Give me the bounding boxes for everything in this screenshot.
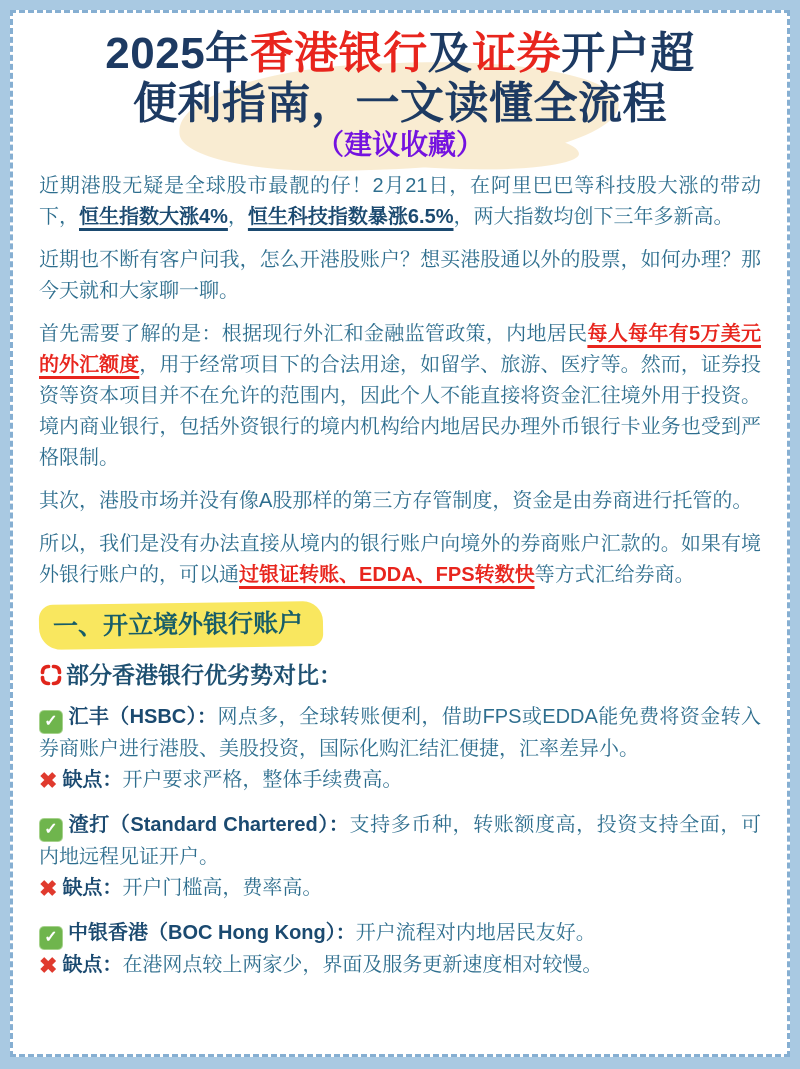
section-heading-open-account: 一、开立境外银行账户 [39, 601, 324, 650]
poster-card [10, 10, 790, 1057]
paragraph-market-rally [39, 171, 761, 233]
title-line2: 便利指南，一文读懂全流程 [133, 79, 667, 128]
emphasis-forex-quota: 每人每年有5万美元的外汇额度 [39, 323, 761, 376]
text-run: ，两大指数均创下三年多新高。 [453, 206, 734, 228]
paragraph-remittance [39, 529, 761, 591]
title-segment: 2025年 [105, 29, 250, 78]
bank-cons-text: 在港网点较上两家少，界面及服务更新速度相对较慢。 [122, 954, 603, 976]
bank-cons-line [39, 765, 761, 796]
bank-cons-text: 开户要求严格，整体手续费高。 [122, 769, 403, 791]
bank-name: 渣打（Standard Chartered）： [68, 814, 350, 836]
bank-item-hsbc [39, 702, 761, 796]
title-segment: 及 [427, 29, 473, 78]
check-icon: ✓ [39, 926, 63, 950]
title-segment: 开户超 [561, 29, 695, 78]
bank-pros-line [39, 918, 761, 950]
save-suggestion-badge: （建议收藏） [315, 129, 484, 160]
subheading-text: 部分香港银行优劣势对比： [66, 662, 342, 688]
bank-pros-text: 支持多币种，转账额度高，投资支持全面，可内地远程见证开户。 [39, 814, 762, 868]
bank-cons-line [39, 950, 761, 981]
text-run: 所以，我们是没有办法直接从境内的银行账户向境外的券商账户汇款的。如果有境外银行账户的，可以通 [39, 533, 761, 586]
bank-pros-line [39, 810, 761, 873]
title-segment-red: 证券 [472, 29, 562, 78]
check-icon: ✓ [39, 818, 63, 842]
bank-item-standard-chartered [39, 810, 761, 904]
check-icon: ✓ [39, 710, 63, 734]
text-run: ， [227, 206, 248, 228]
text-run: ，用于经常项目下的合法用途，如留学、旅游、医疗等。然而，证券投资等资本项目并不在允许的范围内，因此个人不能直接将资金汇往境外用于投资。境内商业银行，包括外资银行的境内机构给内地居民办理外币银行卡业务也受到严格限制。 [39, 354, 762, 469]
article-body [39, 171, 761, 981]
bank-comparison-subheading [39, 660, 761, 690]
cons-label: 缺点： [62, 769, 123, 791]
emphasis-transfer-methods: 过银证转账、EDDA、FPS转数快 [239, 564, 535, 586]
page-title [39, 29, 761, 129]
bank-name: 中银香港（BOC Hong Kong）： [68, 922, 356, 944]
paragraph-forex-policy [39, 319, 761, 474]
paragraph-client-questions: 近期也不断有客户问我，怎么开港股账户？想买港股通以外的股票，如何办理？那今天就和大家聊一聊。 [39, 249, 761, 302]
cons-label: 缺点： [62, 954, 123, 976]
text-run: 首先需要了解的是：根据现行外汇和金融监管政策，内地居民 [39, 323, 588, 345]
text-run: 近期港股无疑是全球股市最靓的仔！2月21日，在阿里巴巴等科技股大涨的带动下， [39, 175, 761, 228]
cross-icon: ✖ [39, 768, 58, 793]
bank-item-boc-hk [39, 918, 761, 981]
emphasis-hang-seng-index: 恒生指数大涨4% [79, 206, 228, 228]
bank-cons-line [39, 873, 761, 904]
cross-icon: ✖ [39, 953, 58, 978]
title-segment-red: 香港银行 [249, 29, 428, 78]
anger-icon [39, 663, 63, 687]
bank-pros-text: 网点多，全球转账便利，借助FPS或EDDA能免费将资金转入券商账户进行港股、美股投资，国际化购汇结汇便捷，汇率差异小。 [39, 706, 761, 760]
cons-label: 缺点： [62, 877, 123, 899]
text-run: 等方式汇给券商。 [534, 564, 695, 586]
header [39, 29, 761, 161]
cross-icon: ✖ [39, 876, 58, 901]
paragraph-custody: 其次，港股市场并没有像A股那样的第三方存管制度，资金是由券商进行托管的。 [39, 490, 753, 512]
bank-name: 汇丰（HSBC）： [68, 706, 218, 728]
bank-cons-text: 开户门槛高，费率高。 [122, 877, 323, 899]
bank-pros-line [39, 702, 761, 765]
bank-pros-text: 开户流程对内地居民友好。 [355, 922, 596, 944]
emphasis-hang-seng-tech: 恒生科技指数暴涨6.5% [247, 206, 454, 228]
